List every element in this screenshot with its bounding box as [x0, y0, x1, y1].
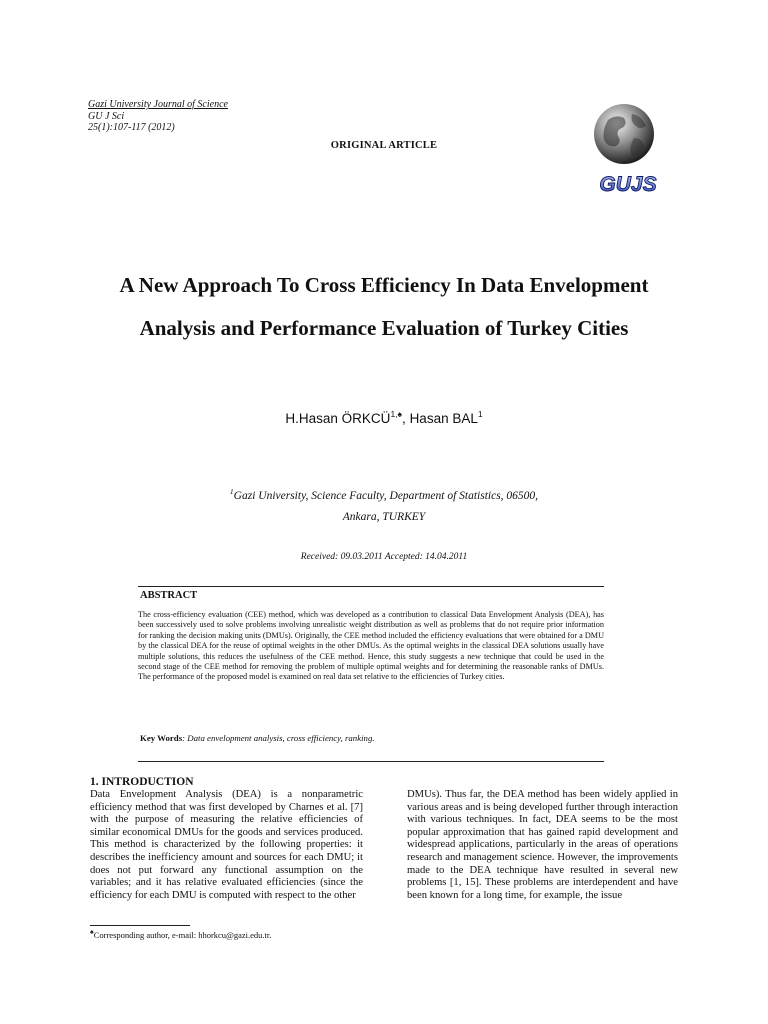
globe-icon — [594, 104, 654, 164]
journal-volume: 25(1):107-117 (2012) — [88, 122, 175, 133]
affiliation-line: Ankara, TURKEY — [342, 511, 426, 523]
journal-abbrev: GU J Sci — [88, 110, 125, 122]
journal-name: Gazi University Journal of Science — [88, 99, 228, 110]
body-column-right: DMUs). Thus far, the DEA method has been widely applied in various areas and is being developed further through interaction with various techniques. In fact, DEA seems to be the most popular approximation that has gained rapid development and widespread applications, particularly in the areas of operations research and management science. However, the improvements made to the DEA technique have resulted in several new problems [1, 15]. These problems are interdependent and have been known for a long time, for example, the issue — [407, 789, 678, 901]
footnote — [90, 928, 271, 940]
author-superscript: 1 — [477, 409, 483, 419]
abstract-text: The cross-efficiency evaluation (CEE) method, which was developed as a contribution to classical Data Envelopment Analysis (DEA), has been successively used to solve problems involving unrealistic weight distribution as well as problems that do not require prior information for ranking the decision making units (DMUs). Originally, the CEE method included the efficiency evaluations that were obtained for a DMU by the classical DEA for the reuse of optimal weights in the other DMUs. As the optimal weights in the classical DEA solutions usually have multiple solutions, this reduces the usefulness of the CEE method. Hence, this study suggests a new technique that could be used in the second stage of the CEE method for removing the problem of multiple optimal weights and for determining the reasonable ranks of DMUs. The performance of the proposed model is examined on real data set relative to the efficiencies of Turkey cities. — [138, 610, 604, 682]
body-column-left: Data Envelopment Analysis (DEA) is a nonparametric efficiency method that was first developed by Charnes et al. [7] with the purpose of measuring the relative efficiencies of similar economical DMUs for the goods and services produced. This method is characterized by the following properties: it describes the inefficiency amount and sources for each DMU; it does not put forward any functional assumption on the variables; and it has relative evaluated efficiencies (since the efficiency for each DMU is computed with respect to the other — [90, 789, 363, 901]
abstract-heading: ABSTRACT — [140, 590, 198, 601]
paper-title: A New Approach To Cross Efficiency In Data Envelopment Analysis and Performance Evaluation of Turkey Cities — [119, 273, 649, 340]
article-type: ORIGINAL ARTICLE — [330, 140, 438, 151]
footnote-marker: ♠ — [90, 928, 94, 936]
journal-header — [88, 99, 228, 134]
author-name: H.Hasan ÖRKCÜ — [285, 411, 391, 426]
keywords-label: Key Words — [140, 733, 183, 743]
logo-text: GUJS — [599, 173, 657, 196]
footnote-text: Corresponding author, e-mail: hhorkcu@gazi.edu.tr. — [93, 929, 272, 940]
received-dates: Received: 09.03.2011 Accepted: 14.04.2011 — [300, 552, 468, 562]
keywords-text: : Data envelopment analysis, cross efficiency, ranking. — [182, 733, 375, 743]
divider — [138, 586, 604, 587]
author-superscript: 1,♠ — [390, 409, 403, 419]
author-separator: , — [402, 411, 410, 426]
divider — [138, 761, 604, 762]
affiliation-superscript: 1 — [229, 487, 234, 496]
affiliation-line: Gazi University, Science Faculty, Department of Statistics, 06500, — [233, 490, 539, 502]
author-line — [0, 409, 768, 426]
keywords — [140, 733, 375, 743]
footnote-divider — [90, 925, 190, 926]
affiliation — [0, 481, 768, 528]
section-heading: 1. INTRODUCTION — [90, 776, 194, 788]
journal-logo — [578, 98, 678, 198]
author-name: Hasan BAL — [409, 411, 478, 426]
